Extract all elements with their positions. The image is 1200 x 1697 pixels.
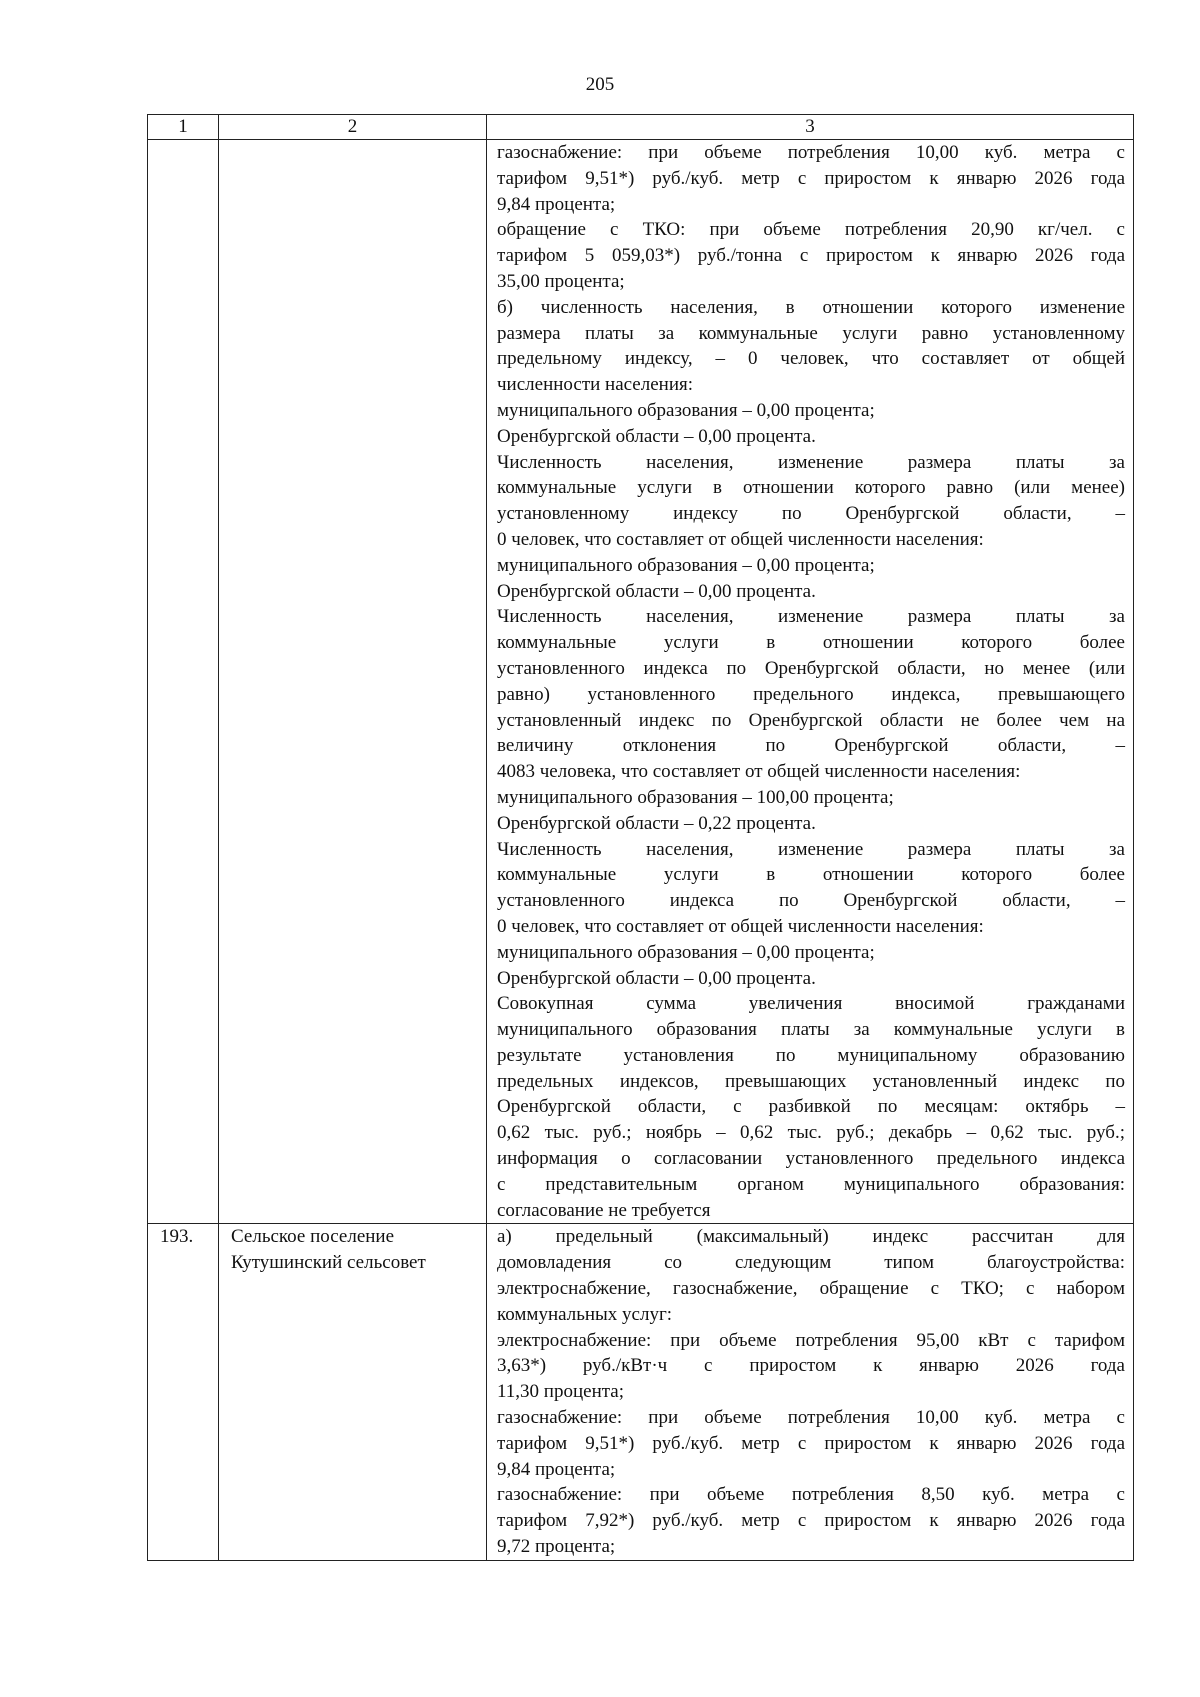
text-line: муниципального образования – 0,00 процента;: [497, 399, 875, 421]
text-line: Оренбургской области – 0,00 процента.: [497, 425, 816, 447]
text-line: 9,72 процента;: [497, 1536, 616, 1558]
text-line: тарифом 7,92*) руб./куб. метр с приростом к январю 2026 года: [497, 1510, 1125, 1532]
text-line: муниципального образования – 100,00 процента;: [497, 786, 894, 808]
text-line: установленного индекса по Оренбургской области, но менее (или: [497, 657, 1125, 679]
text-line: Оренбургской области – 0,00 процента.: [497, 967, 816, 989]
table-header-row: [148, 115, 1134, 140]
text-line: б) численность населения, в отношении которого изменение: [497, 296, 1125, 318]
text-line: Численность населения, изменение размера платы за: [497, 838, 1125, 860]
text-line: установленному индексу по Оренбургской области, –: [497, 503, 1125, 525]
tariff-table: [147, 114, 1134, 1561]
text-line: коммунальные услуги в отношении которого более: [497, 632, 1125, 654]
text-line: коммунальных услуг:: [497, 1303, 673, 1325]
text-line: 0 человек, что составляет от общей численности населения:: [497, 528, 984, 550]
row-number-cell: [148, 140, 219, 1224]
municipality-name-line: Сельское поселение: [231, 1226, 395, 1248]
municipality-name-cell: [219, 140, 487, 1224]
text-line: электроснабжение, газоснабжение, обращение с ТКО; с набором: [497, 1278, 1125, 1300]
text-line: 0 человек, что составляет от общей численности населения:: [497, 915, 984, 937]
text-line: предельному индексу, – 0 человек, что составляет от общей: [497, 348, 1125, 370]
text-line: установленного индекса по Оренбургской области, –: [497, 890, 1125, 912]
text-line: размера платы за коммунальные услуги равно установленному: [497, 322, 1125, 344]
text-line: Оренбургской области – 0,00 процента.: [497, 580, 816, 602]
description-cell: [487, 140, 1134, 1224]
text-line: домовладения со следующим типом благоустройства:: [497, 1252, 1125, 1274]
text-line: газоснабжение: при объеме потребления 8,50 куб. метра с: [497, 1484, 1125, 1506]
text-line: муниципального образования платы за коммунальные услуги в: [497, 1019, 1125, 1041]
text-line: газоснабжение: при объеме потребления 10,00 куб. метра с: [497, 1407, 1125, 1429]
text-line: тарифом 9,51*) руб./куб. метр с приростом к январю 2026 года: [497, 1432, 1125, 1454]
text-line: тарифом 9,51*) руб./куб. метр с приростом к январю 2026 года: [497, 167, 1125, 189]
text-line: согласование не требуется: [497, 1199, 711, 1221]
text-line: 35,00 процента;: [497, 270, 625, 292]
text-line: равно) установленного предельного индекса, превышающего: [497, 683, 1125, 705]
text-line: Оренбургской области – 0,22 процента.: [497, 812, 816, 834]
municipality-name-line: Кутушинский сельсовет: [231, 1252, 426, 1274]
text-line: информация о согласовании установленного предельного индекса: [497, 1148, 1125, 1170]
row-number-cell: 193.: [148, 1224, 219, 1560]
header-cell-2: 2: [219, 115, 487, 140]
table-row: [148, 1224, 1134, 1560]
text-line: электроснабжение: при объеме потребления 95,00 кВт с тарифом: [497, 1329, 1125, 1351]
text-line: обращение с ТКО: при объеме потребления 20,90 кг/чел. с: [497, 219, 1125, 241]
text-line: коммунальные услуги в отношении которого более: [497, 864, 1125, 886]
text-line: установленный индекс по Оренбургской области не более чем на: [497, 709, 1125, 731]
text-line: предельных индексов, превышающих установленный индекс по: [497, 1070, 1125, 1092]
table-row: [148, 140, 1134, 1224]
text-line: численности населения:: [497, 374, 694, 396]
text-line: 9,84 процента;: [497, 193, 616, 215]
text-line: величину отклонения по Оренбургской области, –: [497, 735, 1125, 757]
header-cell-3: 3: [487, 115, 1134, 140]
description-cell: [487, 1224, 1134, 1560]
municipality-name-cell: [219, 1224, 487, 1560]
text-line: Совокупная сумма увеличения вносимой гражданами: [497, 993, 1125, 1015]
header-cell-1: 1: [148, 115, 219, 140]
text-line: Численность населения, изменение размера платы за: [497, 451, 1125, 473]
text-line: 9,84 процента;: [497, 1458, 616, 1480]
text-line: тарифом 5 059,03*) руб./тонна с приростом к январю 2026 года: [497, 245, 1125, 267]
text-line: 11,30 процента;: [497, 1381, 624, 1403]
text-line: результате установления по муниципальному образованию: [497, 1044, 1125, 1066]
text-line: коммунальные услуги в отношении которого равно (или менее): [497, 477, 1125, 499]
text-line: 4083 человека, что составляет от общей численности населения:: [497, 761, 1021, 783]
text-line: 3,63*) руб./кВт·ч с приростом к январю 2026 года: [497, 1355, 1125, 1377]
text-line: газоснабжение: при объеме потребления 10,00 куб. метра с: [497, 142, 1125, 163]
text-line: 0,62 тыс. руб.; ноябрь – 0,62 тыс. руб.; декабрь – 0,62 тыс. руб.;: [497, 1122, 1125, 1144]
text-line: а) предельный (максимальный) индекс рассчитан для: [497, 1226, 1125, 1248]
text-line: Численность населения, изменение размера платы за: [497, 606, 1125, 628]
text-line: с представительным органом муниципального образования:: [497, 1173, 1125, 1195]
text-line: муниципального образования – 0,00 процента;: [497, 941, 875, 963]
page-number: 205: [585, 74, 615, 95]
text-line: Оренбургской области, с разбивкой по месяцам: октябрь –: [497, 1096, 1125, 1118]
text-line: муниципального образования – 0,00 процента;: [497, 554, 875, 576]
